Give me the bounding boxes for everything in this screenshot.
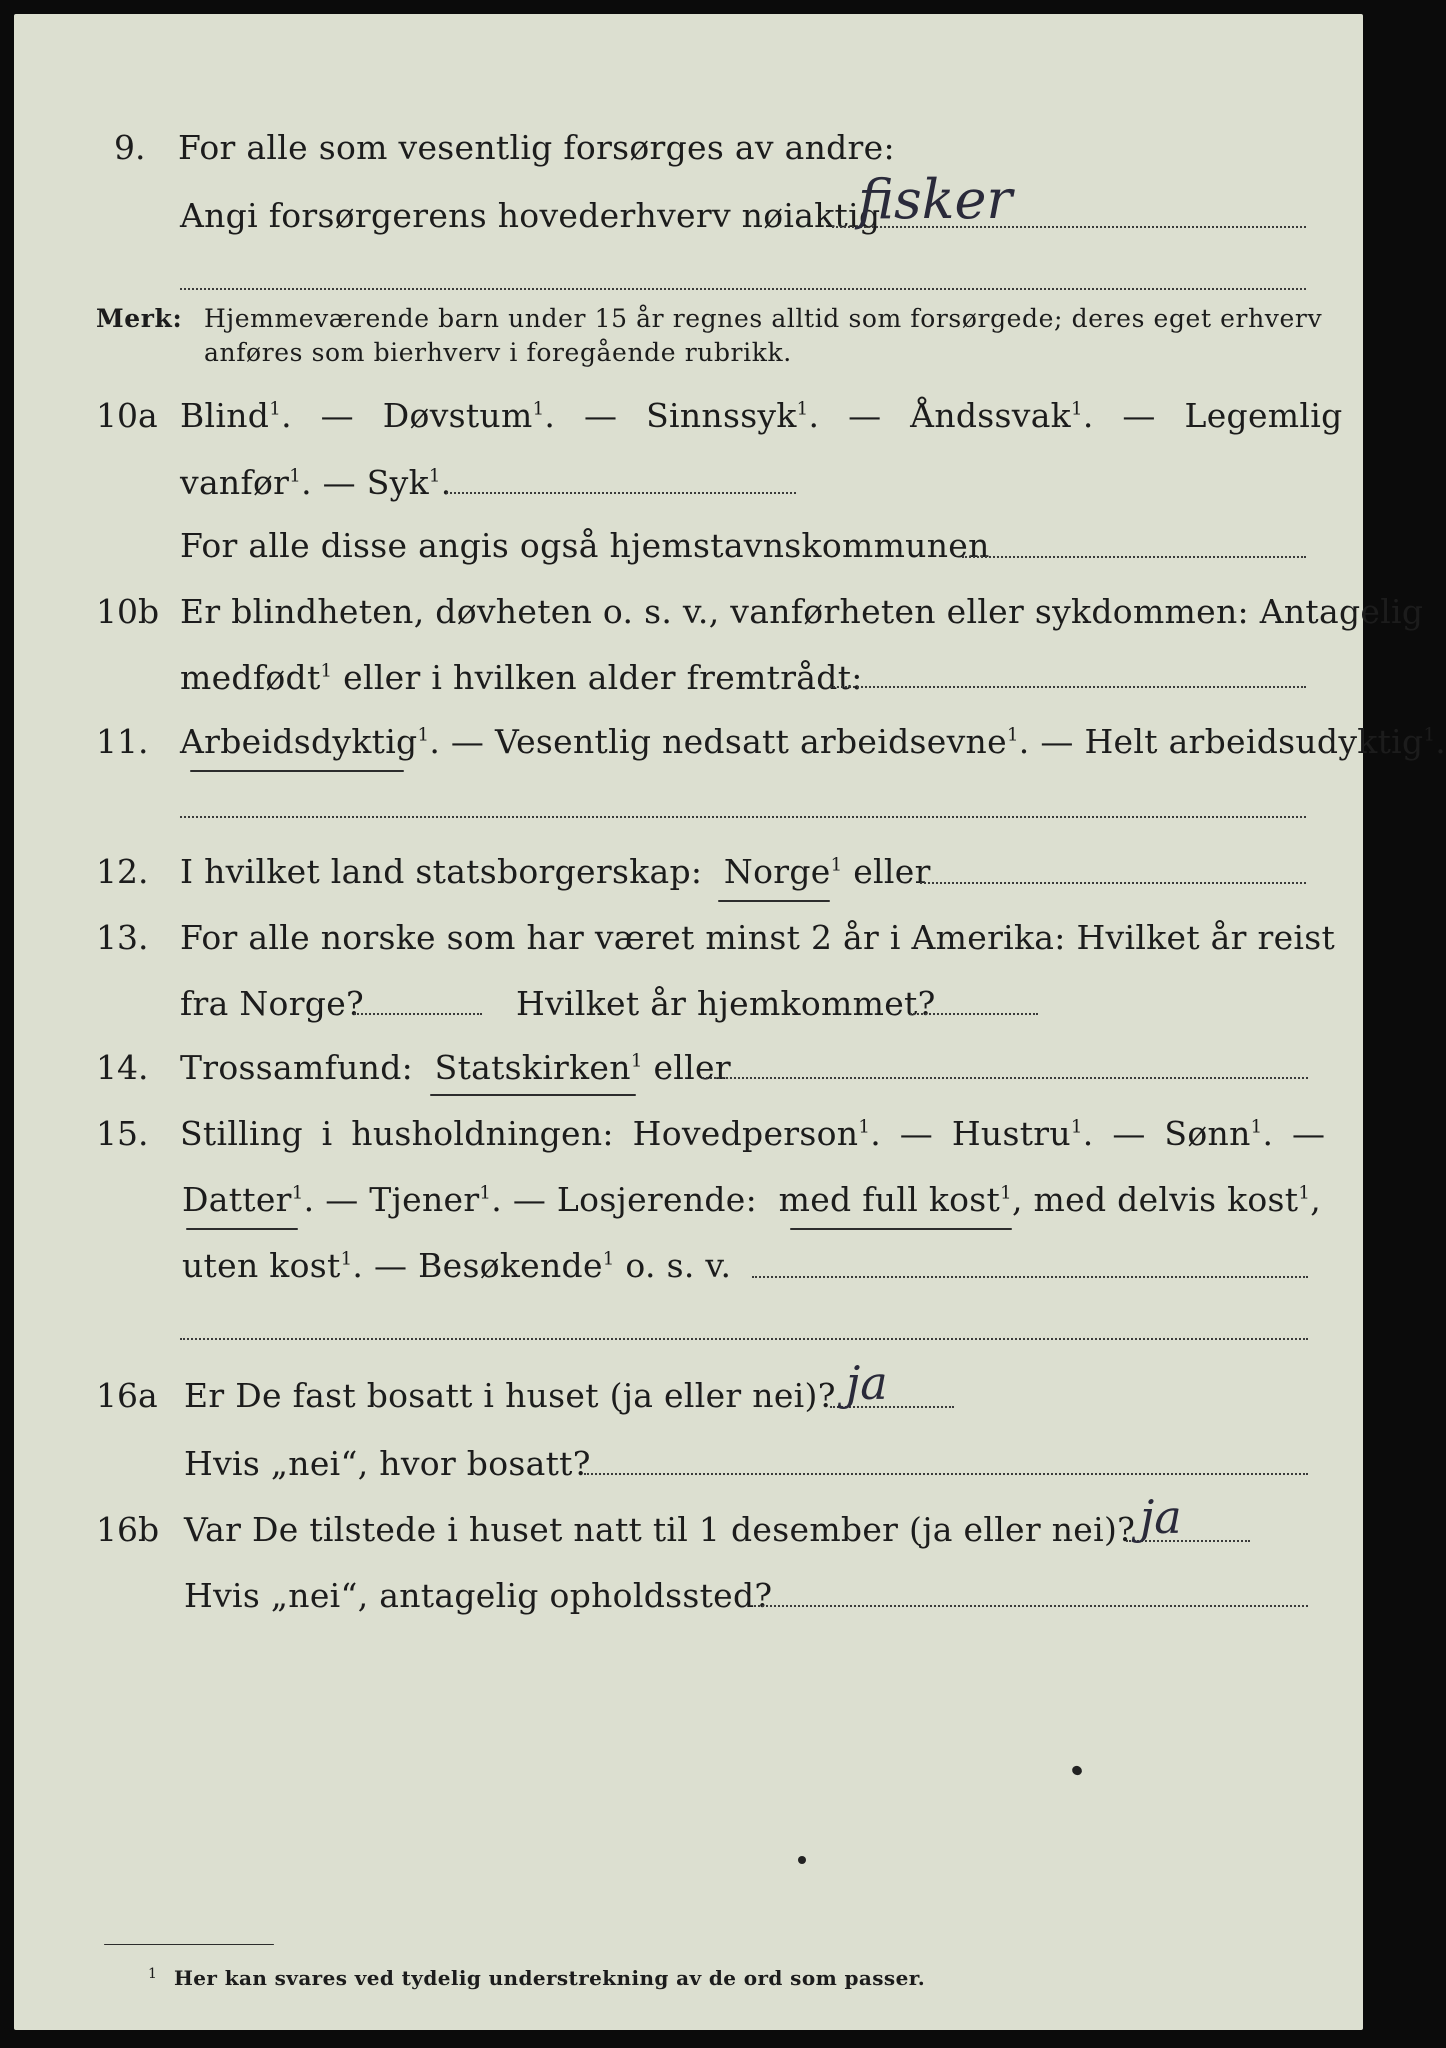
q9-line2: Angi forsørgerens hovederhverv nøiaktig	[180, 196, 881, 235]
q16a-number: 16a	[96, 1376, 158, 1415]
q14-answer-line	[702, 1077, 1308, 1079]
q11-arbeidsdyktig-underline	[190, 770, 404, 772]
footnote-rule	[104, 1944, 274, 1945]
q14-statskirken-underline	[430, 1094, 636, 1096]
merk-line1: Hjemmeværende barn under 15 år regnes alltid som forsørgede; deres eget erhverv	[204, 304, 1323, 333]
q9-extra-line	[180, 288, 1306, 290]
q14-line: Trossamfund: Statskirken$^1$ eller	[180, 1048, 731, 1087]
q16b-line2: Hvis „nei“, antagelig opholdssted?	[184, 1576, 773, 1615]
q10b-line1: Er blindheten, døvheten o. s. v., vanførheten eller sykdommen: Antagelig	[180, 592, 1424, 631]
q15-line1: Stilling i husholdningen: Hovedperson$^1$. — Hustru$^1$. — Sønn$^1$. —	[180, 1114, 1326, 1153]
q16a-line2: Hvis „nei“, hvor bosatt?	[184, 1444, 591, 1483]
q13-line2a: fra Norge?	[180, 984, 365, 1023]
q12-line: I hvilket land statsborgerskap: Norge$^1$ eller	[180, 852, 931, 891]
q13-line2b: Hvilket år hjemkommet?	[516, 984, 936, 1023]
q10a-syk-line	[446, 492, 796, 494]
q9-handwritten-answer: fisker	[858, 168, 1013, 231]
q16b-line1: Var De tilstede i huset natt til 1 desember (ja eller nei)?	[184, 1510, 1136, 1549]
q13-reist-line	[354, 1013, 482, 1015]
q11-extra-line	[180, 816, 1306, 818]
q16b-handwritten-answer: ja	[1140, 1490, 1182, 1544]
q9-number: 9.	[114, 128, 146, 167]
q10a-line3: For alle disse angis også hjemstavnskommunen	[180, 526, 990, 565]
q10a-line2: vanfør$^1$. — Syk$^1$.	[180, 463, 452, 502]
q10a-line1: Blind$^1$. — Døvstum$^1$. — Sinnssyk$^1$. — Åndssvak$^1$. — Legemlig	[180, 396, 1343, 435]
merk-line2: anføres som bierhverv i foregående rubrikk.	[204, 338, 792, 367]
q12-answer-line	[920, 882, 1306, 884]
ink-spot	[798, 1856, 806, 1864]
q15-full-kost-underline	[790, 1228, 1012, 1230]
q15-number: 15.	[96, 1114, 149, 1153]
q9-line1: For alle som vesentlig forsørges av andre:	[178, 128, 895, 167]
q12-number: 12.	[96, 852, 149, 891]
q16b-opholdssted-line	[754, 1605, 1308, 1607]
q10b-line2: medfødt$^1$ eller i hvilken alder fremtrådt:	[180, 658, 863, 697]
q16b-number: 16b	[96, 1510, 160, 1549]
q10b-answer-line	[830, 686, 1306, 688]
q13-hjemkommet-line	[910, 1013, 1038, 1015]
q16a-handwritten-answer: ja	[846, 1356, 888, 1410]
q15-line2: Datter$^1$. — Tjener$^1$. — Losjerende: med full kost$^1$, med delvis kost$^1$,	[182, 1180, 1321, 1219]
footnote-text: Her kan svares ved tydelig understrekning av de ord som passer.	[174, 1966, 926, 1990]
q10b-number: 10b	[96, 592, 160, 631]
q12-norge-underline	[718, 900, 830, 902]
footnote-mark: 1	[148, 1966, 158, 1982]
q15-line3: uten kost$^1$. — Besøkende$^1$ o. s. v.	[182, 1246, 732, 1285]
q13-line1: For alle norske som har været minst 2 år i Amerika: Hvilket år reist	[180, 918, 1336, 957]
q16a-line1: Er De fast bosatt i huset (ja eller nei)?	[184, 1376, 836, 1415]
q15-datter-underline	[186, 1228, 298, 1230]
q10a-hjemstavn-line	[962, 556, 1306, 558]
q15-extra-line	[180, 1338, 1308, 1340]
q13-number: 13.	[96, 918, 149, 957]
q11-number: 11.	[96, 722, 149, 761]
q15-answer-line	[752, 1276, 1308, 1278]
q14-number: 14.	[96, 1048, 149, 1087]
q10a-number: 10a	[96, 396, 158, 435]
merk-label: Merk:	[96, 304, 183, 333]
q16a-bosatt-line	[584, 1473, 1308, 1475]
q11-line: Arbeidsdyktig$^1$. — Vesentlig nedsatt arbeidsevne$^1$. — Helt arbeidsudyktig$^1$.	[180, 722, 1446, 761]
